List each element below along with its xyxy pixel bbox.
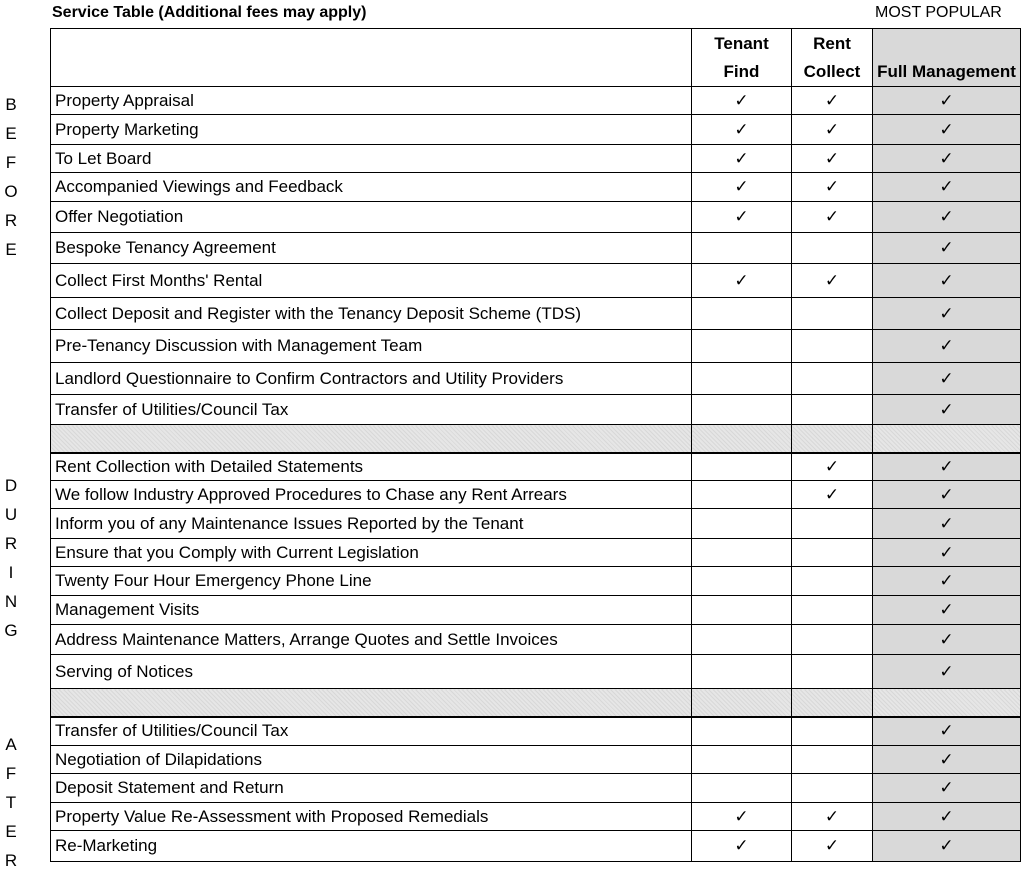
service-name-cell: Property Appraisal bbox=[51, 87, 692, 115]
check-cell-rent-collect bbox=[792, 481, 873, 509]
section-letter: I bbox=[8, 563, 14, 582]
checkmark-icon: ✓ bbox=[939, 778, 954, 797]
check-cell-tenant-find bbox=[692, 87, 792, 115]
section-letter: R bbox=[4, 851, 18, 870]
section-separator-row bbox=[51, 689, 1021, 717]
checkmark-icon: ✓ bbox=[939, 749, 954, 769]
check-cell-full-management bbox=[873, 831, 1021, 862]
check-cell-tenant-find bbox=[692, 831, 792, 862]
checkmark-icon: ✓ bbox=[734, 90, 749, 110]
column-header-tenant-find bbox=[692, 29, 792, 87]
check-cell-full-management bbox=[873, 395, 1021, 425]
section-label-before bbox=[0, 90, 22, 264]
checkmark-icon: ✓ bbox=[824, 484, 840, 504]
section-letter: E bbox=[5, 124, 17, 143]
separator-cell bbox=[873, 689, 1021, 717]
check-cell-full-management bbox=[873, 596, 1021, 625]
check-cell-rent-collect bbox=[792, 625, 873, 655]
checkmark-icon: ✓ bbox=[939, 207, 954, 226]
section-letter: A bbox=[5, 735, 17, 754]
checkmark-icon: ✓ bbox=[824, 836, 840, 855]
checkmark-icon: ✓ bbox=[824, 270, 840, 290]
checkmark-icon: ✓ bbox=[734, 806, 749, 826]
tenant-find-line-2: Find bbox=[723, 62, 760, 81]
checkmark-icon: ✓ bbox=[824, 90, 840, 110]
section-letter: R bbox=[4, 211, 18, 230]
service-name-cell: Twenty Four Hour Emergency Phone Line bbox=[51, 567, 692, 596]
check-cell-rent-collect bbox=[792, 202, 873, 233]
service-name-cell: Accompanied Viewings and Feedback bbox=[51, 173, 692, 202]
section-letter: F bbox=[5, 764, 17, 783]
checkmark-icon: ✓ bbox=[939, 368, 954, 388]
check-cell-rent-collect bbox=[792, 746, 873, 774]
table-row bbox=[51, 539, 1021, 567]
service-name-cell: Collect Deposit and Register with the Tenancy Deposit Scheme (TDS) bbox=[51, 298, 692, 330]
table-row bbox=[51, 774, 1021, 803]
check-cell-rent-collect bbox=[792, 509, 873, 539]
service-name-cell: Collect First Months' Rental bbox=[51, 264, 692, 298]
check-cell-tenant-find bbox=[692, 803, 792, 831]
separator-cell bbox=[792, 425, 873, 453]
check-cell-tenant-find bbox=[692, 539, 792, 567]
check-cell-full-management bbox=[873, 87, 1021, 115]
check-cell-rent-collect bbox=[792, 803, 873, 831]
checkmark-icon: ✓ bbox=[939, 90, 954, 110]
check-cell-rent-collect bbox=[792, 717, 873, 746]
table-row bbox=[51, 87, 1021, 115]
service-name-cell: Serving of Notices bbox=[51, 655, 692, 689]
section-letter: G bbox=[4, 621, 18, 640]
check-cell-tenant-find bbox=[692, 567, 792, 596]
table-row bbox=[51, 567, 1021, 596]
check-cell-tenant-find bbox=[692, 746, 792, 774]
check-cell-rent-collect bbox=[792, 567, 873, 596]
checkmark-icon: ✓ bbox=[734, 207, 749, 226]
service-name-cell: Negotiation of Dilapidations bbox=[51, 746, 692, 774]
table-row bbox=[51, 115, 1021, 145]
service-table-body bbox=[51, 29, 1021, 862]
checkmark-icon: ✓ bbox=[939, 456, 954, 476]
service-name-cell: Re-Marketing bbox=[51, 831, 692, 862]
checkmark-icon: ✓ bbox=[939, 119, 954, 139]
checkmark-icon: ✓ bbox=[939, 148, 954, 168]
table-row bbox=[51, 298, 1021, 330]
check-cell-tenant-find bbox=[692, 330, 792, 363]
checkmark-icon: ✓ bbox=[939, 238, 954, 257]
checkmark-icon: ✓ bbox=[824, 148, 840, 168]
check-cell-rent-collect bbox=[792, 298, 873, 330]
separator-cell bbox=[792, 689, 873, 717]
check-cell-full-management bbox=[873, 115, 1021, 145]
checkmark-icon: ✓ bbox=[939, 303, 954, 323]
column-header-rent-collect bbox=[792, 29, 873, 87]
check-cell-rent-collect bbox=[792, 115, 873, 145]
separator-cell bbox=[51, 689, 692, 717]
check-cell-tenant-find bbox=[692, 173, 792, 202]
check-cell-full-management bbox=[873, 567, 1021, 596]
check-cell-rent-collect bbox=[792, 330, 873, 363]
section-letter: N bbox=[4, 592, 18, 611]
table-row bbox=[51, 746, 1021, 774]
service-name-cell: Transfer of Utilities/Council Tax bbox=[51, 395, 692, 425]
separator-cell bbox=[692, 425, 792, 453]
service-name-cell: Address Maintenance Matters, Arrange Quotes and Settle Invoices bbox=[51, 625, 692, 655]
check-cell-full-management bbox=[873, 774, 1021, 803]
checkmark-icon: ✓ bbox=[824, 207, 840, 226]
service-column-header bbox=[51, 29, 692, 87]
rent-collect-line-1: Rent bbox=[813, 34, 851, 53]
checkmark-icon: ✓ bbox=[939, 600, 954, 619]
check-cell-full-management bbox=[873, 264, 1021, 298]
checkmark-icon: ✓ bbox=[824, 119, 840, 139]
checkmark-icon: ✓ bbox=[939, 806, 954, 826]
checkmark-icon: ✓ bbox=[824, 456, 840, 476]
check-cell-full-management bbox=[873, 746, 1021, 774]
check-cell-rent-collect bbox=[792, 264, 873, 298]
check-cell-tenant-find bbox=[692, 509, 792, 539]
check-cell-tenant-find bbox=[692, 717, 792, 746]
check-cell-tenant-find bbox=[692, 233, 792, 264]
check-cell-tenant-find bbox=[692, 453, 792, 481]
check-cell-full-management bbox=[873, 453, 1021, 481]
service-name-cell: Bespoke Tenancy Agreement bbox=[51, 233, 692, 264]
check-cell-full-management bbox=[873, 330, 1021, 363]
check-cell-rent-collect bbox=[792, 655, 873, 689]
table-row bbox=[51, 717, 1021, 746]
table-row bbox=[51, 264, 1021, 298]
table-row bbox=[51, 831, 1021, 862]
section-letter: E bbox=[5, 240, 17, 259]
check-cell-full-management bbox=[873, 539, 1021, 567]
service-name-cell: Transfer of Utilities/Council Tax bbox=[51, 717, 692, 746]
section-label-after bbox=[0, 730, 22, 875]
column-header-full-management: Full Management bbox=[873, 29, 1021, 87]
check-cell-rent-collect bbox=[792, 173, 873, 202]
checkmark-icon: ✓ bbox=[939, 399, 954, 419]
checkmark-icon: ✓ bbox=[939, 542, 954, 562]
check-cell-rent-collect bbox=[792, 453, 873, 481]
most-popular-badge: MOST POPULAR bbox=[875, 4, 1002, 21]
checkmark-icon: ✓ bbox=[939, 177, 954, 196]
checkmark-icon: ✓ bbox=[939, 721, 954, 741]
check-cell-rent-collect bbox=[792, 774, 873, 803]
service-name-cell: Inform you of any Maintenance Issues Reported by the Tenant bbox=[51, 509, 692, 539]
checkmark-icon: ✓ bbox=[734, 836, 749, 855]
check-cell-rent-collect bbox=[792, 145, 873, 173]
section-letter: U bbox=[4, 505, 18, 524]
checkmark-icon: ✓ bbox=[939, 571, 954, 590]
check-cell-rent-collect bbox=[792, 539, 873, 567]
service-name-cell: We follow Industry Approved Procedures to Chase any Rent Arrears bbox=[51, 481, 692, 509]
service-name-cell: Ensure that you Comply with Current Legislation bbox=[51, 539, 692, 567]
service-name-cell: Deposit Statement and Return bbox=[51, 774, 692, 803]
check-cell-rent-collect bbox=[792, 831, 873, 862]
check-cell-full-management bbox=[873, 803, 1021, 831]
check-cell-rent-collect bbox=[792, 87, 873, 115]
section-letter: D bbox=[4, 476, 18, 495]
separator-cell bbox=[692, 689, 792, 717]
check-cell-tenant-find bbox=[692, 202, 792, 233]
header-row bbox=[51, 29, 1021, 87]
check-cell-full-management bbox=[873, 625, 1021, 655]
check-cell-tenant-find bbox=[692, 264, 792, 298]
checkmark-icon: ✓ bbox=[939, 661, 954, 681]
service-table bbox=[50, 28, 1021, 862]
check-cell-full-management bbox=[873, 363, 1021, 395]
check-cell-full-management bbox=[873, 173, 1021, 202]
check-cell-full-management bbox=[873, 481, 1021, 509]
check-cell-tenant-find bbox=[692, 115, 792, 145]
check-cell-full-management bbox=[873, 655, 1021, 689]
check-cell-full-management bbox=[873, 233, 1021, 264]
checkmark-icon: ✓ bbox=[734, 270, 749, 290]
section-letter: B bbox=[5, 95, 17, 114]
checkmark-icon: ✓ bbox=[939, 484, 954, 504]
check-cell-tenant-find bbox=[692, 363, 792, 395]
check-cell-tenant-find bbox=[692, 774, 792, 803]
section-letter: E bbox=[5, 822, 17, 841]
service-name-cell: Pre-Tenancy Discussion with Management Team bbox=[51, 330, 692, 363]
separator-cell bbox=[51, 425, 692, 453]
service-name-cell: Rent Collection with Detailed Statements bbox=[51, 453, 692, 481]
checkmark-icon: ✓ bbox=[939, 336, 954, 355]
section-letter: T bbox=[5, 793, 17, 812]
check-cell-full-management bbox=[873, 717, 1021, 746]
service-name-cell: Property Marketing bbox=[51, 115, 692, 145]
section-separator-row bbox=[51, 425, 1021, 453]
tenant-find-line-1: Tenant bbox=[714, 34, 769, 53]
check-cell-full-management bbox=[873, 145, 1021, 173]
table-row bbox=[51, 509, 1021, 539]
check-cell-full-management bbox=[873, 298, 1021, 330]
service-name-cell: Property Value Re-Assessment with Proposed Remedials bbox=[51, 803, 692, 831]
table-row bbox=[51, 363, 1021, 395]
rent-collect-line-2: Collect bbox=[803, 62, 861, 81]
service-name-cell: Offer Negotiation bbox=[51, 202, 692, 233]
checkmark-icon: ✓ bbox=[939, 836, 954, 855]
check-cell-tenant-find bbox=[692, 481, 792, 509]
table-row bbox=[51, 330, 1021, 363]
table-row bbox=[51, 145, 1021, 173]
check-cell-rent-collect bbox=[792, 395, 873, 425]
check-cell-tenant-find bbox=[692, 625, 792, 655]
section-letter: F bbox=[5, 153, 17, 172]
checkmark-icon: ✓ bbox=[939, 270, 954, 290]
table-row bbox=[51, 173, 1021, 202]
table-row bbox=[51, 395, 1021, 425]
section-letter: O bbox=[4, 182, 18, 201]
checkmark-icon: ✓ bbox=[824, 177, 840, 196]
table-row bbox=[51, 655, 1021, 689]
check-cell-tenant-find bbox=[692, 145, 792, 173]
check-cell-tenant-find bbox=[692, 298, 792, 330]
checkmark-icon: ✓ bbox=[939, 629, 954, 649]
check-cell-rent-collect bbox=[792, 596, 873, 625]
checkmark-icon: ✓ bbox=[734, 148, 749, 168]
check-cell-full-management bbox=[873, 202, 1021, 233]
table-title: Service Table (Additional fees may apply) bbox=[52, 4, 367, 21]
check-cell-rent-collect bbox=[792, 233, 873, 264]
checkmark-icon: ✓ bbox=[824, 806, 840, 826]
service-name-cell: To Let Board bbox=[51, 145, 692, 173]
table-row bbox=[51, 202, 1021, 233]
checkmark-icon: ✓ bbox=[734, 119, 749, 139]
table-row bbox=[51, 481, 1021, 509]
table-row bbox=[51, 233, 1021, 264]
table-row bbox=[51, 625, 1021, 655]
section-letter: R bbox=[4, 534, 18, 553]
check-cell-full-management bbox=[873, 509, 1021, 539]
checkmark-icon: ✓ bbox=[734, 177, 749, 196]
section-label-during bbox=[0, 471, 22, 645]
table-row bbox=[51, 803, 1021, 831]
table-row bbox=[51, 453, 1021, 481]
service-name-cell: Landlord Questionnaire to Confirm Contractors and Utility Providers bbox=[51, 363, 692, 395]
checkmark-icon: ✓ bbox=[939, 513, 954, 533]
check-cell-tenant-find bbox=[692, 395, 792, 425]
check-cell-rent-collect bbox=[792, 363, 873, 395]
check-cell-tenant-find bbox=[692, 655, 792, 689]
check-cell-tenant-find bbox=[692, 596, 792, 625]
separator-cell bbox=[873, 425, 1021, 453]
service-name-cell: Management Visits bbox=[51, 596, 692, 625]
table-row bbox=[51, 596, 1021, 625]
